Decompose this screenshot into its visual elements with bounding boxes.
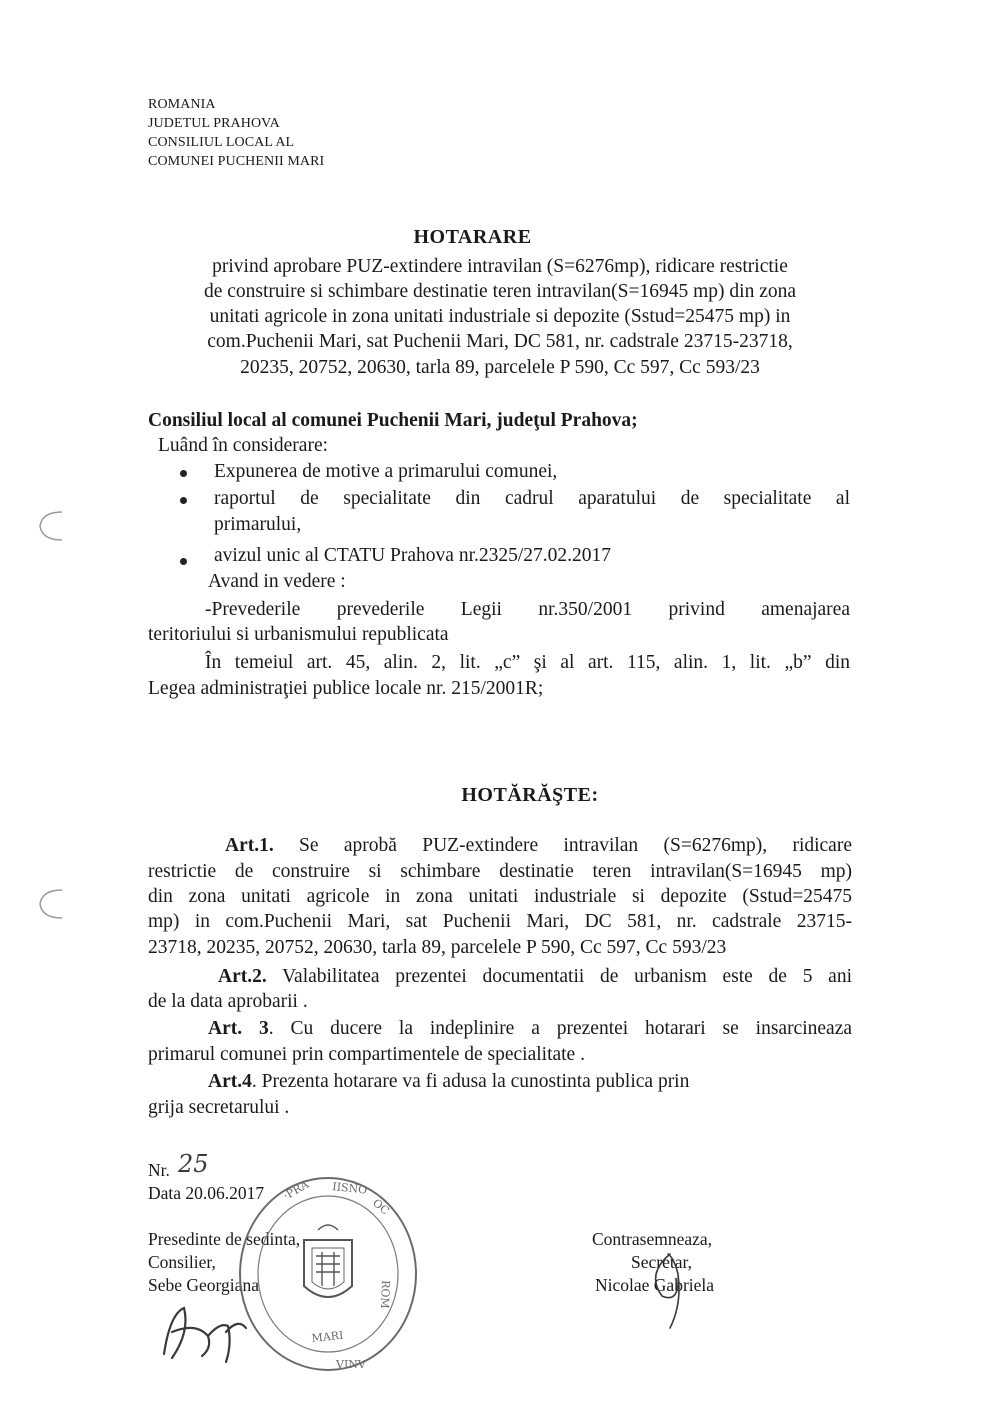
bullet-dot [180, 558, 187, 565]
art1-line-4: mp) in com.Puchenii Mari, sat Puchenii Mari, DC 581, nr. cadstrale 23715- [148, 911, 852, 932]
temei-line-1: În temeiul art. 45, alin. 2, lit. „c” şi al art. 115, alin. 1, lit. „b” din [205, 652, 850, 673]
art2-text-1: Valabilitatea prezentei documentatii de urbanism este de 5 ani [266, 966, 852, 987]
date-line: Data 20.06.2017 [148, 1183, 265, 1203]
art4-line-2: grija secretarului . [148, 1097, 290, 1118]
svg-text:MARI: MARI [310, 1328, 344, 1345]
prevederile-line-1: -Prevederile prevederile Legii nr.350/2001 privind amenajarea [205, 599, 850, 620]
art4-text-1: . Prezenta hotarare va fi adusa la cunostinta publica prin [251, 1071, 690, 1092]
bullet-item-2-line-1: raportul de specialitate din cadrul aparatului de specialitate al [214, 488, 850, 509]
art1-line-3: din zona unitati agricole in zona unitati industriale si depozite (Sstud=25475 [148, 886, 852, 907]
svg-text:IISNO: IISNO [331, 1180, 368, 1197]
art3-line-1 [208, 1016, 852, 1042]
bullet-dot [180, 470, 187, 477]
art1-line-2: restrictie de construire si schimbare destinatie teren intravilan(S=16945 mp) [148, 861, 852, 882]
subtitle-line-4: com.Puchenii Mari, sat Puchenii Mari, DC 581, nr. cadstrale 23715-23718, [207, 331, 793, 352]
art3-label: Art. 3 [208, 1018, 269, 1039]
art4-label: Art.4 [208, 1071, 252, 1092]
svg-text:OC: OC [370, 1196, 392, 1218]
subtitle-line-3: unitati agricole in zona unitati industriale si depozite (Sstud=25475 mp) in [209, 306, 791, 327]
header-commune: COMUNEI PUCHENII MARI [148, 154, 325, 169]
bullet-dot [180, 497, 187, 504]
art4-line-1 [208, 1069, 689, 1095]
subtitle-line-1: privind aprobare PUZ-extindere intravilan (S=6276mp), ridicare restrictie [212, 256, 788, 277]
art1-label: Art.1. [225, 835, 274, 856]
svg-text:ROM: ROM [378, 1279, 392, 1309]
punch-mark [34, 884, 68, 924]
council-statement: Consiliul local al comunei Puchenii Mari, judeţul Prahova; [148, 410, 638, 431]
left-signature [150, 1292, 270, 1372]
header-council: CONSILIUL LOCAL AL [148, 135, 295, 150]
avand-label: Avand in vedere : [208, 571, 346, 592]
bullet-item-1: Expunerea de motive a primarului comunei, [214, 461, 558, 482]
header-county: JUDETUL PRAHOVA [148, 116, 280, 131]
considering-label: Luând în considerare: [158, 435, 329, 456]
art2-line-2: de la data aprobarii . [148, 991, 308, 1012]
right-sign-role: Contrasemneaza, [592, 1229, 713, 1249]
svg-text:·PRA: ·PRA [281, 1177, 311, 1203]
left-sign-role: Presedinte de sedinta, [148, 1229, 301, 1249]
art2-label: Art.2. [218, 966, 267, 987]
nr-value-handwritten: 25 [178, 1150, 209, 1178]
punch-mark [34, 506, 68, 546]
left-sign-name: Sebe Georgiana [148, 1275, 259, 1295]
prevederile-line-2: teritoriului si urbanismului republicata [148, 624, 449, 645]
temei-line-2: Legea administraţiei publice locale nr. 215/2001R; [148, 678, 544, 699]
art1-line-1 [225, 833, 852, 859]
right-sign-title: Secretar, [631, 1252, 692, 1272]
bullet-item-2-line-2: primarului, [214, 514, 302, 535]
svg-text:VINV: VINV [336, 1358, 366, 1371]
art3-text-1: . Cu ducere la indeplinire a prezentei hotarari se insarcineaza [268, 1018, 853, 1039]
header-country: ROMANIA [148, 97, 216, 112]
right-sign-name: Nicolae Gabriela [595, 1275, 715, 1295]
art1-line-5: 23718, 20235, 20752, 20630, tarla 89, parcelele P 590, Cc 597, Cc 593/23 [148, 937, 727, 958]
bullet-item-3: avizul unic al CTATU Prahova nr.2325/27.02.2017 [214, 545, 612, 566]
document-title: HOTARARE [413, 226, 532, 248]
left-sign-title: Consilier, [148, 1252, 216, 1272]
art3-line-2: primarul comunei prin compartimentele de specialitate . [148, 1044, 585, 1065]
right-signature [640, 1244, 700, 1334]
decides-heading: HOTĂRĂŞTE: [461, 784, 599, 806]
nr-label: Nr. [148, 1160, 170, 1180]
subtitle-line-5: 20235, 20752, 20630, tarla 89, parcelele P 590, Cc 597, Cc 593/23 [240, 357, 760, 378]
art2-line-1 [218, 964, 852, 990]
art1-text-1: Se aprobă PUZ-extindere intravilan (S=6276mp), ridicare [273, 835, 852, 856]
subtitle-line-2: de construire si schimbare destinatie teren intravilan(S=16945 mp) din zona [203, 281, 797, 302]
